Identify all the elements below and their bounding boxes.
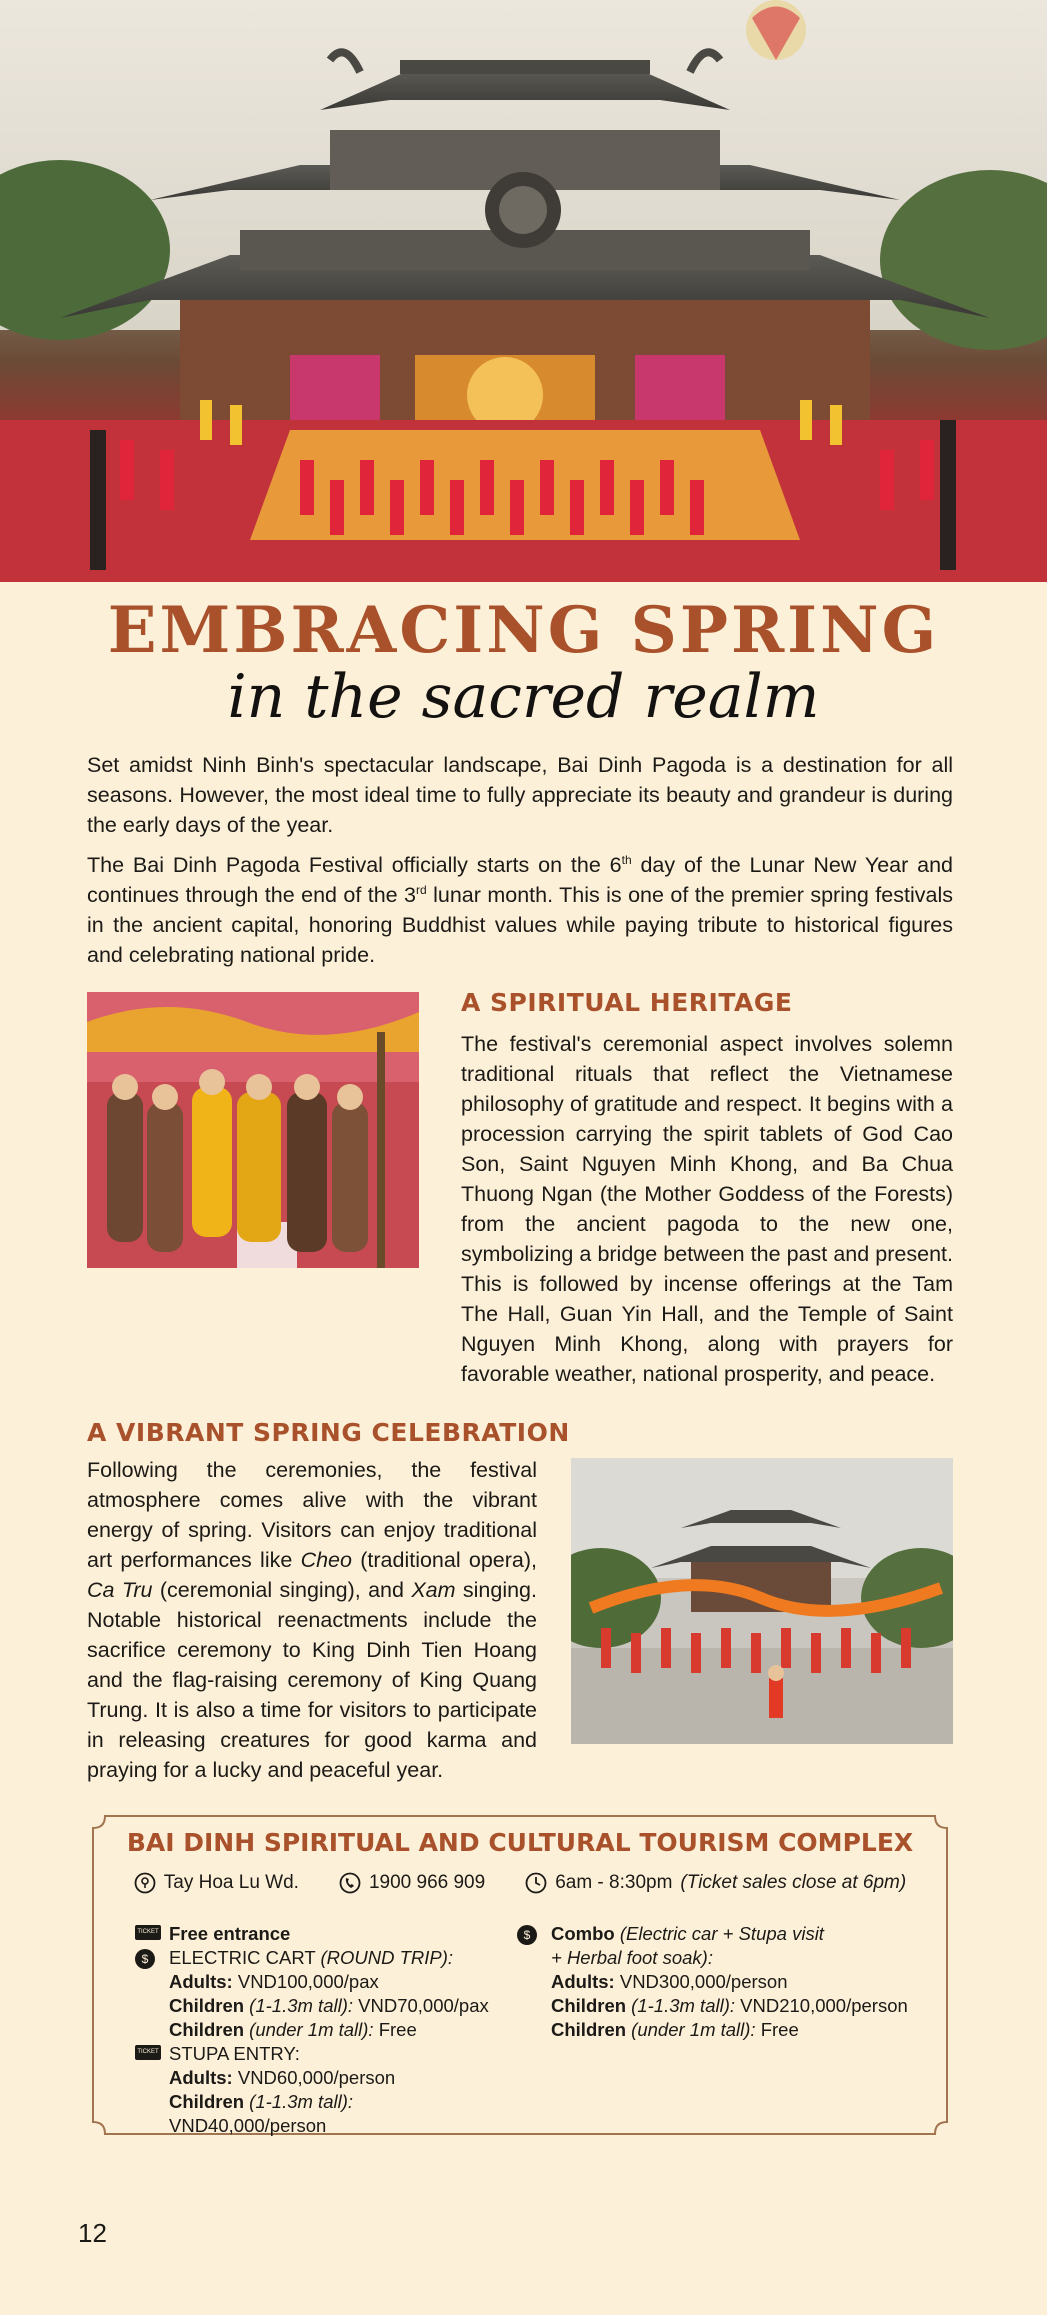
phone-item[interactable] — [339, 1872, 485, 1894]
title-sub: in the sacred realm — [227, 662, 820, 732]
clock-icon — [525, 1872, 547, 1894]
phone-icon — [339, 1872, 361, 1894]
combo-note-2: + Herbal foot soak): — [551, 1947, 713, 1968]
ticket-icon: TICKET — [135, 2045, 161, 2060]
procession-photo — [87, 992, 419, 1268]
stupa-entry-label: STUPA ENTRY: — [169, 2043, 300, 2064]
stupa-adult-price: Adults: VND60,000/person — [169, 2067, 396, 2088]
coin-icon: $ — [135, 1949, 155, 1969]
contact-row — [87, 1872, 953, 1894]
info-title: BAI DINH SPIRITUAL AND CULTURAL TOURISM COMPLEX — [126, 1828, 914, 1857]
combo-label: Combo — [551, 1923, 615, 1944]
article-title — [0, 593, 1047, 732]
address-item — [134, 1872, 299, 1894]
cart-child-price: Children (1-1.3m tall): VND70,000/pax — [169, 1995, 489, 2016]
combo-free-price: Children (under 1m tall): Free — [551, 2019, 799, 2040]
hours-item — [525, 1872, 906, 1894]
ticket-list-left — [135, 1922, 515, 2138]
section-spiritual-heritage-title: A SPIRITUAL HERITAGE — [461, 988, 793, 1017]
coin-icon: $ — [517, 1925, 537, 1945]
stupa-entry-row — [135, 2042, 515, 2066]
phone-text[interactable]: 1900 966 909 — [368, 1872, 486, 1893]
electric-cart-label: ELECTRIC CART — [169, 1947, 316, 1968]
dragon-dance-photo — [571, 1458, 953, 1744]
hero-photo-pagoda-festival — [0, 0, 1047, 582]
intro-paragraph-1: Set amidst Ninh Binh's spectacular landscape, Bai Dinh Pagoda is a destination for all seasons. However, the most ideal time to fully appreciate its beauty and grandeur is during the early days of the year. — [87, 753, 953, 837]
free-entrance-row — [135, 1922, 515, 1946]
cart-free-price: Children (under 1m tall): Free — [169, 2019, 417, 2040]
hours-text: 6am - 8:30pm — [555, 1872, 673, 1893]
free-entrance-text: Free entrance — [169, 1923, 291, 1944]
combo-row: $ Combo (Electric car + Stupa visit — [517, 1922, 917, 1946]
section-spring-celebration-body: Following the ceremonies, the festival atmosphere comes alive with the vibrant energy of spring. Visitors can enjoy traditional art performances like Cheo (traditional opera), Ca Tru (ceremonial singing), and Xam singing. Notable historical reenactments include the sacrifice ceremony to King Dinh Tien Hoang and the flag-raising ceremony of King Quang Trung. It is also a time for visitors to participate in releasing creatures for good karma and praying for a lucky and peaceful year. — [87, 1458, 538, 1782]
title-main: EMBRACING SPRING — [107, 593, 940, 668]
location-pin-icon — [134, 1872, 156, 1894]
combo-child-price: Children (1-1.3m tall): VND210,000/person — [551, 1995, 908, 2016]
ticket-icon: TICKET — [135, 1925, 161, 1940]
address-text: Tay Hoa Lu Wd. — [163, 1872, 299, 1893]
intro-paragraph-2: The Bai Dinh Pagoda Festival officially starts on the 6th day of the Lunar New Year and continues through the end of the 3rd lunar month. This is one of the premier spring festivals in the ancient capital, honoring Buddhist values while paying tribute to historical figures and celebrating national pride. — [87, 852, 953, 967]
electric-cart-row: $ ELECTRIC CART (ROUND TRIP): — [135, 1946, 515, 1970]
visitor-info-box — [87, 1810, 953, 2140]
stupa-child-price: Children (1-1.3m tall): VND40,000/person — [169, 2091, 353, 2136]
section-spiritual-heritage-body: The festival's ceremonial aspect involves solemn traditional rituals that reflect the Vietnamese philosophy of gratitude and respect. It begins with a procession carrying the spirit tablets of God Cao Son, Saint Nguyen Minh Khong, and Ba Chua Thuong Ngan (the Mother Goddess of the Forests) from the ancient pagoda to the new one, symbolizing a bridge between the past and present. This is followed by incense offerings at the Tam The Hall, Guan Yin Hall, and the Temple of Saint Nguyen Minh Khong, along with prayers for favorable weather, national prosperity, and peace. — [461, 1032, 953, 1386]
combo-adult-price: Adults: VND300,000/person — [551, 1971, 788, 1992]
ticket-list-right — [517, 1922, 917, 2042]
cart-adult-price: Adults: VND100,000/pax — [169, 1971, 379, 1992]
hours-note: (Ticket sales close at 6pm) — [680, 1872, 907, 1893]
page-number: 12 — [78, 2218, 107, 2248]
section-spring-celebration-title: A VIBRANT SPRING CELEBRATION — [87, 1418, 570, 1447]
